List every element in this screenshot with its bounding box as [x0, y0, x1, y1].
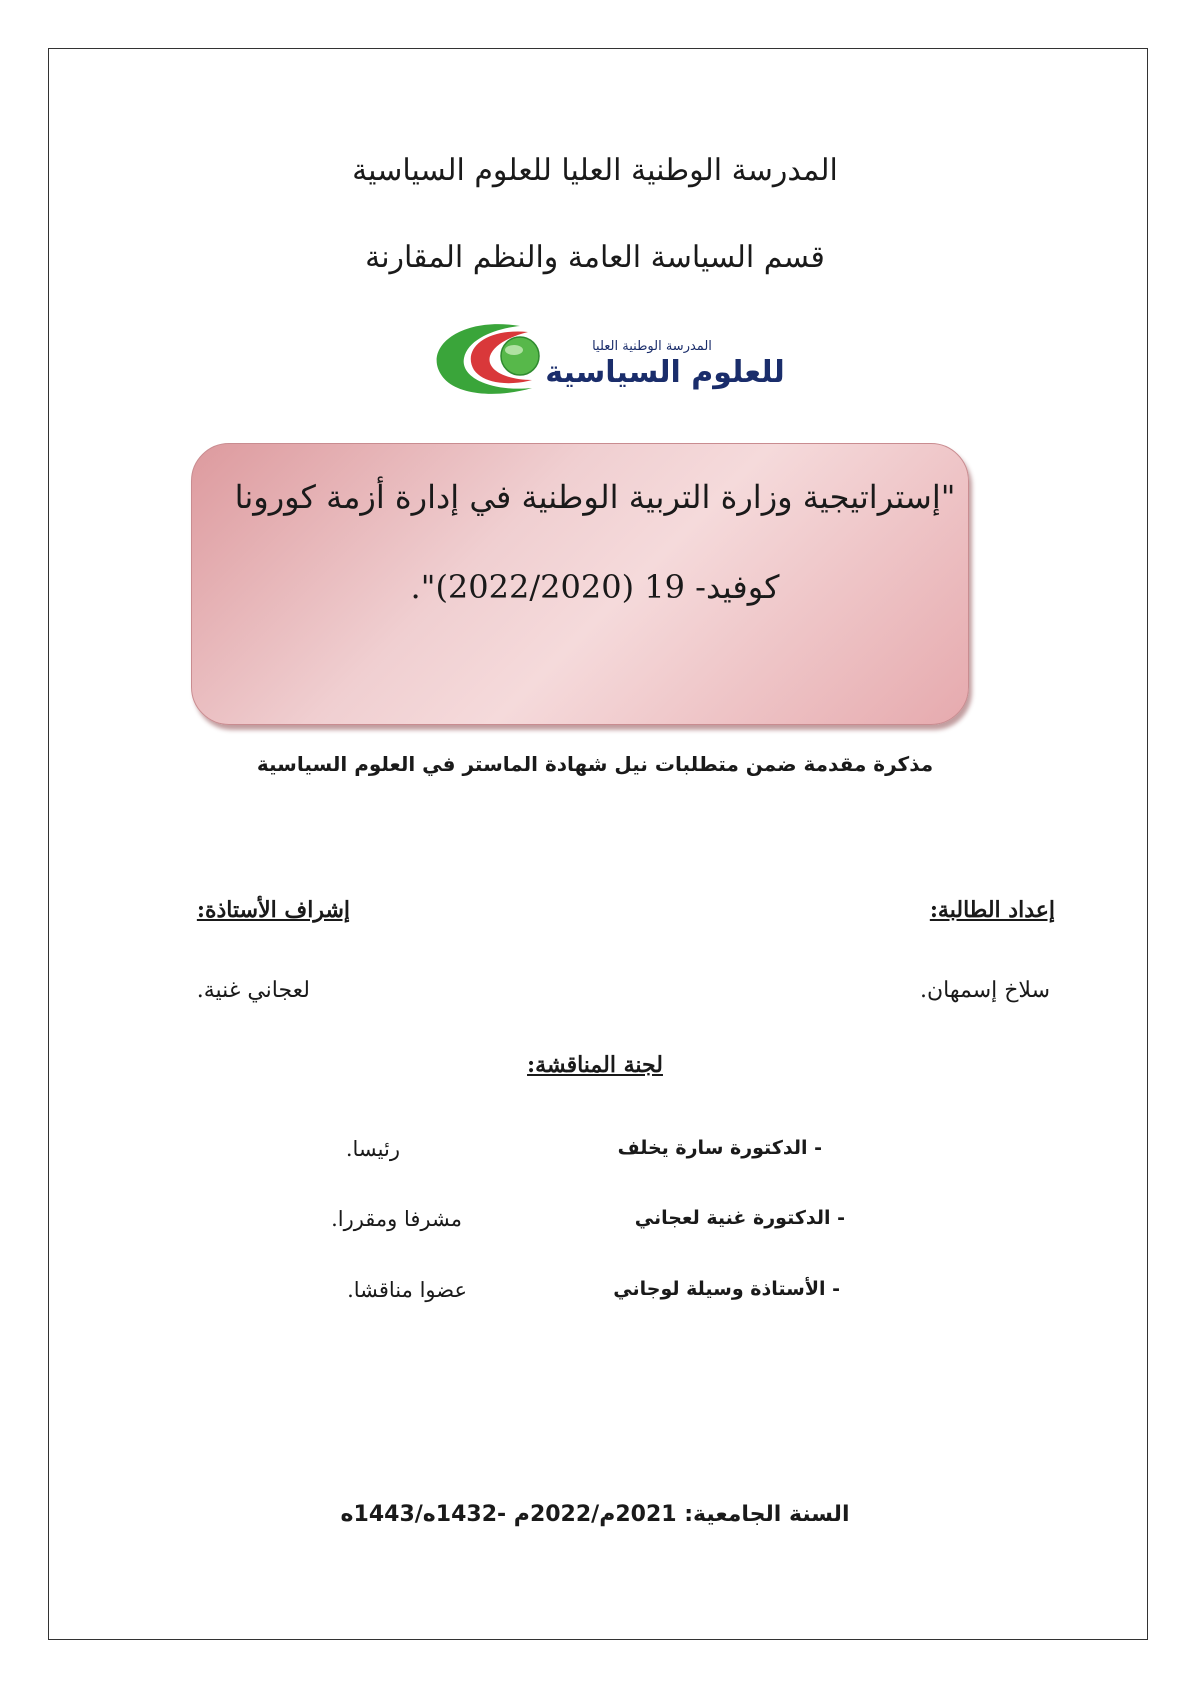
student-name: سلاخ إسمهان. — [919, 978, 1050, 1003]
school-name: المدرسة الوطنية العليا للعلوم السياسية — [352, 153, 838, 188]
committee-member-role: رئيسا. — [345, 1137, 400, 1161]
committee-member-name: - الأستاذة وسيلة لوجاني — [613, 1278, 840, 1300]
committee-label: لجنة المناقشة: — [527, 1052, 663, 1078]
logo-big-text: للعلوم السياسية — [545, 355, 785, 390]
school-logo — [420, 318, 800, 398]
supervisor-name: لعجاني غنية. — [196, 978, 310, 1003]
supervisor-label: إشراف الأستاذة: — [196, 897, 350, 923]
committee-member-role: مشرفا ومقررا. — [331, 1207, 462, 1231]
logo-small-text: المدرسة الوطنية العليا — [592, 339, 712, 354]
committee-member-name: - الدكتورة غنية لعجاني — [634, 1207, 845, 1229]
thesis-title-line-2: كوفيد- 19 (2022/2020)". — [410, 568, 780, 606]
committee-member-role: عضوا مناقشا. — [347, 1278, 467, 1302]
academic-year: السنة الجامعية: 2021م/2022م -1432ه/1443ه — [340, 1502, 850, 1527]
department-name: قسم السياسة العامة والنظم المقارنة — [365, 240, 825, 275]
thesis-title-line-1: "إستراتيجية وزارة التربية الوطنية في إدارة أزمة كورونا — [234, 478, 956, 516]
committee-member-name: - الدكتورة سارة يخلف — [617, 1137, 822, 1159]
memo-description: مذكرة مقدمة ضمن متطلبات نيل شهادة الماستر في العلوم السياسية — [256, 752, 934, 776]
student-label: إعداد الطالبة: — [929, 897, 1055, 923]
page-border — [48, 48, 1148, 1640]
